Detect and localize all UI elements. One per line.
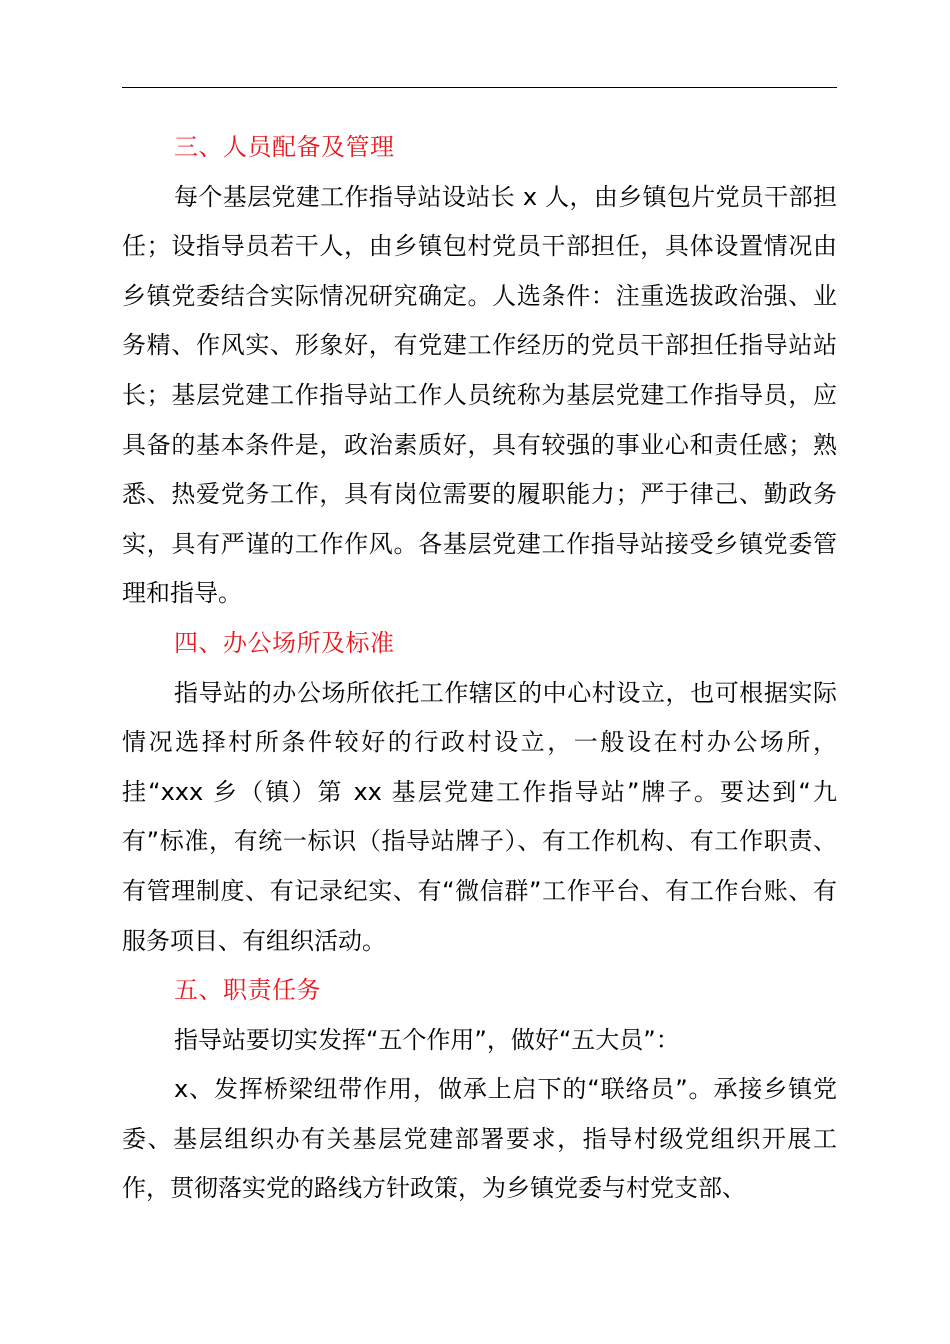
document-body xyxy=(122,123,837,1214)
header-rule xyxy=(122,87,837,88)
section-heading-staffing: 三、人员配备及管理 xyxy=(174,133,395,161)
section-heading-office: 四、办公场所及标准 xyxy=(174,628,395,657)
paragraph-office: 指导站的办公场所依托工作辖区的中心村设立，也可根据实际情况选择村所条件较好的行政村设立，一般设在村办公场所，挂“xxx 乡（镇）第 xx 基层党建工作指导站”牌子。要达到“九有”标准，有统一标识（指导站牌子）、有工作机构、有工作职责、有管理制度、有记录纪实、有“微信群”工作平台、有工作台账、有服务项目、有组织活动。 xyxy=(122,678,837,955)
section-heading-duties: 五、职责任务 xyxy=(174,976,321,1005)
paragraph-duties-item-1: x、发挥桥梁纽带作用，做承上启下的“联络员”。承接乡镇党委、基层组织办有关基层党建部署要求，指导村级党组织开展工作，贯彻落实党的路线方针政策，为乡镇党委与村党支部、 xyxy=(122,1075,837,1203)
paragraph-staffing: 每个基层党建工作指导站设站长 x 人，由乡镇包片党员干部担任；设指导员若干人，由乡镇包村党员干部担任，具体设置情况由乡镇党委结合实际情况研究确定。人选条件：注重选拔政治强、业务精、作风实、形象好，有党建工作经历的党员干部担任指导站站长；基层党建工作指导站工作人员统称为基层党建工作指导员，应具备的基本条件是，政治素质好，具有较强的事业心和责任感；熟悉、热爱党务工作，具有岗位需要的履职能力；严于律己、勤政务实，具有严谨的工作作风。各基层党建工作指导站接受乡镇党委管理和指导。 xyxy=(122,182,837,608)
paragraph-duties-intro: 指导站要切实发挥“五个作用”，做好“五大员”： xyxy=(174,1025,680,1054)
